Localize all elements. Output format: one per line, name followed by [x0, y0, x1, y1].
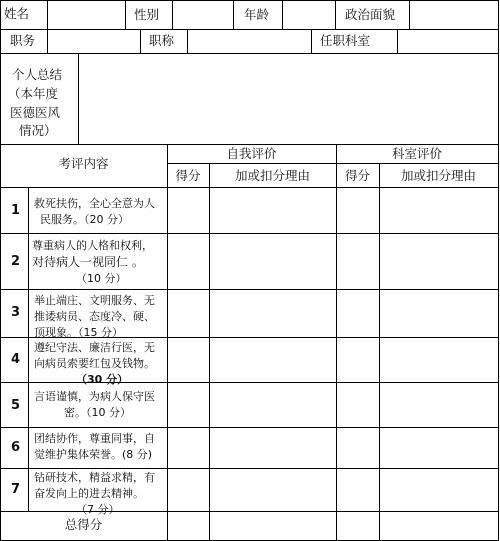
col-line — [335, 0, 336, 29]
border-right — [498, 0, 499, 541]
col-line — [233, 0, 234, 29]
row-number: 3 — [11, 305, 21, 320]
criterion-text — [34, 470, 166, 518]
political-status-label: 政治面貌 — [345, 7, 396, 22]
self-eval-header: 自我评价 — [226, 146, 277, 161]
age-label: 年龄 — [244, 7, 270, 22]
col-line — [409, 0, 410, 29]
col-line — [78, 53, 79, 144]
criterion-text — [34, 389, 166, 421]
summary-label: 医德医风 — [10, 105, 61, 120]
row-number: 4 — [11, 352, 21, 367]
summary-label: 情况） — [19, 123, 57, 138]
col-line — [187, 29, 188, 53]
row-number: 2 — [11, 254, 21, 269]
criterion-line: （10 分） — [76, 272, 127, 286]
gender-label: 性别 — [134, 7, 160, 22]
row-line — [0, 289, 499, 290]
col-line — [282, 0, 283, 29]
criterion-line: 觉维护集体荣誉。(8 分) — [34, 447, 153, 461]
criterion-line: 顶现象。（15 分） — [34, 325, 123, 339]
title-label: 职称 — [149, 33, 175, 48]
col-line — [209, 163, 210, 540]
criterion-line: （7 分） — [76, 502, 120, 516]
criterion-line: 密。（10 分） — [64, 405, 131, 419]
criterion-line: 团结协作，尊重同事，自 — [34, 432, 155, 445]
col-line — [28, 187, 29, 511]
criterion-line: 尊重病人的人格和权利， — [32, 239, 153, 252]
col-line — [336, 144, 337, 540]
row-line — [0, 187, 499, 188]
criterion-line: 言语谨慎，为病人保守医 — [34, 390, 155, 403]
criterion-line: 向病员索要红包及钱物。 — [34, 356, 155, 370]
criterion-line: 遵纪守法、廉洁行医，无 — [34, 341, 155, 354]
dept-eval-header: 科室评价 — [391, 146, 442, 161]
col-line — [140, 29, 141, 53]
row-line — [0, 29, 499, 30]
criterion-line: （30 分） — [76, 372, 129, 386]
name-label: 姓名 — [4, 6, 30, 21]
criterion-text — [34, 431, 166, 463]
row-number: 6 — [11, 440, 21, 455]
summary-label: 个人总结 — [12, 67, 63, 82]
col-line — [311, 29, 312, 53]
summary-label: （本年度 — [8, 86, 59, 101]
criterion-line: 钻研技术，精益求精，有 — [34, 471, 155, 484]
self-score-header: 得分 — [175, 168, 201, 183]
criterion-line: 举止端庄、文明服务、无 — [34, 294, 155, 307]
criterion-text — [32, 238, 166, 287]
criterion-text — [34, 196, 166, 228]
criterion-line: 民服务。（20 分） — [40, 212, 129, 226]
criterion-line: 奋发向上的进去精神。 — [34, 486, 144, 500]
dept-reason-header: 加或扣分理由 — [400, 168, 476, 183]
col-line — [172, 0, 173, 29]
criterion-text — [34, 293, 166, 341]
col-line — [397, 29, 398, 53]
criterion-line: 推诿病员、态度冷、硬、 — [34, 309, 155, 323]
self-reason-header: 加或扣分理由 — [234, 168, 310, 183]
row-line — [0, 468, 499, 469]
col-line — [167, 144, 168, 540]
criterion-text — [34, 340, 166, 388]
row-line — [0, 53, 499, 54]
row-line — [0, 144, 499, 145]
row-line — [0, 427, 499, 428]
row-number: 5 — [11, 398, 21, 413]
col-line — [47, 0, 48, 29]
criterion-line: 救死扶伤，全心全意为人 — [34, 197, 155, 210]
total-score-label: 总得分 — [64, 517, 103, 532]
position-label: 职务 — [10, 33, 36, 48]
row-number: 7 — [11, 482, 21, 497]
row-number: 1 — [11, 203, 21, 218]
criterion-line: 对待病人一视同仁 。 — [32, 254, 144, 269]
content-header: 考评内容 — [58, 156, 109, 171]
border-top — [0, 0, 499, 1]
department-label: 任职科室 — [320, 33, 371, 48]
border-left — [0, 0, 1, 541]
col-line — [125, 0, 126, 29]
col-line — [47, 29, 48, 53]
col-line — [379, 163, 380, 540]
row-line — [167, 163, 499, 164]
dept-score-header: 得分 — [344, 168, 370, 183]
row-line — [0, 233, 499, 234]
